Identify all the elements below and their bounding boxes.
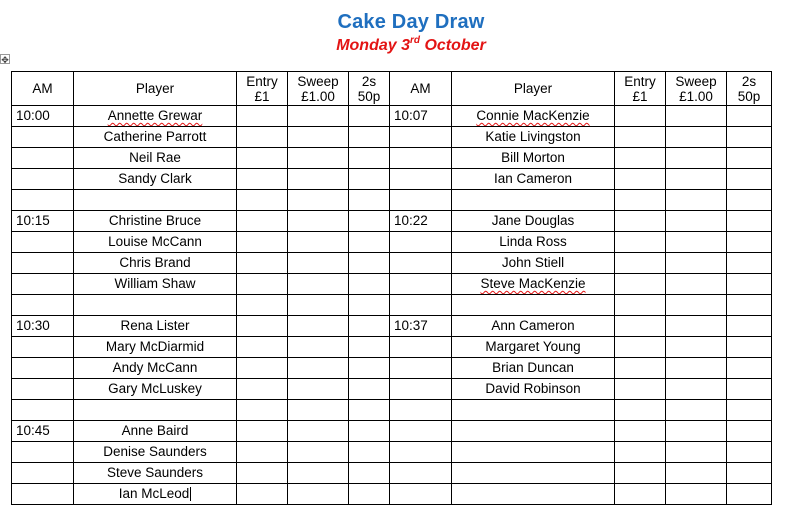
sweep-cell-left[interactable] [288, 316, 349, 337]
time-cell-right[interactable] [390, 127, 452, 148]
twos-cell-left[interactable] [349, 421, 390, 442]
player-name: William Shaw [114, 276, 196, 291]
tee-time: 10:45 [16, 423, 50, 438]
player-name: Ian Cameron [493, 171, 573, 186]
entry-cell-left[interactable] [237, 127, 288, 148]
subtitle-day: Monday 3 [336, 37, 410, 54]
player-cell-left[interactable] [74, 232, 237, 253]
sweep-cell-right[interactable] [666, 337, 727, 358]
twos-cell-right[interactable] [727, 211, 772, 232]
time-cell-left[interactable] [12, 190, 74, 211]
sweep-cell-right[interactable] [666, 295, 727, 316]
entry-cell-left[interactable] [237, 295, 288, 316]
sweep-cell-left[interactable] [288, 190, 349, 211]
twos-cell-left[interactable] [349, 337, 390, 358]
header-twos-left: 2s 50p [349, 72, 390, 106]
player-cell-left[interactable] [74, 169, 237, 190]
twos-cell-right[interactable] [727, 106, 772, 127]
player-cell-right[interactable] [452, 463, 615, 484]
header-am-left: AM [12, 72, 74, 106]
sweep-cell-right[interactable] [666, 232, 727, 253]
time-cell-right[interactable] [390, 232, 452, 253]
sweep-cell-left[interactable] [288, 274, 349, 295]
header-player-right: Player [452, 72, 615, 106]
entry-cell-left[interactable] [237, 442, 288, 463]
table-row [12, 316, 772, 337]
table-row [12, 358, 772, 379]
player-name: Katie Livingston [485, 129, 581, 144]
player-cell-right[interactable] [452, 190, 615, 211]
time-cell-right[interactable] [390, 484, 452, 505]
entry-cell-right[interactable] [615, 463, 666, 484]
entry-cell-right[interactable] [615, 295, 666, 316]
player-cell-left[interactable] [74, 484, 237, 505]
entry-cell-right[interactable] [615, 421, 666, 442]
table-row [12, 400, 772, 421]
player-cell-right[interactable] [452, 274, 615, 295]
table-row [12, 295, 772, 316]
entry-cell-right[interactable] [615, 127, 666, 148]
twos-cell-right[interactable] [727, 337, 772, 358]
twos-cell-left[interactable] [349, 127, 390, 148]
entry-cell-right[interactable] [615, 274, 666, 295]
player-cell-right[interactable] [452, 169, 615, 190]
player-cell-left[interactable] [74, 400, 237, 421]
twos-cell-left[interactable] [349, 274, 390, 295]
time-cell-right[interactable] [390, 148, 452, 169]
sweep-cell-left[interactable] [288, 484, 349, 505]
entry-cell-left[interactable] [237, 232, 288, 253]
time-cell-left[interactable] [12, 106, 74, 127]
entry-cell-right[interactable] [615, 337, 666, 358]
player-name: Andy McCann [112, 360, 198, 375]
sweep-cell-right[interactable] [666, 106, 727, 127]
time-cell-right[interactable] [390, 379, 452, 400]
twos-cell-left[interactable] [349, 106, 390, 127]
table-row [12, 190, 772, 211]
player-cell-right[interactable] [452, 232, 615, 253]
time-cell-left[interactable] [12, 337, 74, 358]
sweep-cell-left[interactable] [288, 337, 349, 358]
twos-cell-left[interactable] [349, 379, 390, 400]
player-cell-left[interactable] [74, 337, 237, 358]
tee-time: 10:00 [16, 108, 50, 123]
table-row [12, 253, 772, 274]
entry-cell-right[interactable] [615, 148, 666, 169]
player-name: Louise McCann [108, 234, 202, 249]
time-cell-right[interactable] [390, 316, 452, 337]
player-name: Connie MacKenzie [476, 108, 590, 123]
player-cell-right[interactable] [452, 148, 615, 169]
player-cell-right[interactable] [452, 421, 615, 442]
sweep-cell-right[interactable] [666, 127, 727, 148]
twos-cell-right[interactable] [727, 400, 772, 421]
sweep-cell-right[interactable] [666, 400, 727, 421]
player-cell-right[interactable] [452, 484, 615, 505]
player-cell-left[interactable] [74, 442, 237, 463]
sweep-cell-left[interactable] [288, 106, 349, 127]
time-cell-right[interactable] [390, 463, 452, 484]
sweep-cell-left[interactable] [288, 211, 349, 232]
player-cell-left[interactable] [74, 316, 237, 337]
player-cell-right[interactable] [452, 442, 615, 463]
player-name: Anne Baird [121, 423, 189, 438]
sweep-cell-right[interactable] [666, 463, 727, 484]
time-cell-right[interactable] [390, 211, 452, 232]
twos-cell-left[interactable] [349, 148, 390, 169]
twos-cell-right[interactable] [727, 442, 772, 463]
player-cell-right[interactable] [452, 253, 615, 274]
draw-table [11, 71, 772, 505]
time-cell-right[interactable] [390, 253, 452, 274]
sweep-cell-right[interactable] [666, 148, 727, 169]
twos-cell-right[interactable] [727, 148, 772, 169]
time-cell-left[interactable] [12, 400, 74, 421]
player-cell-left[interactable] [74, 148, 237, 169]
entry-cell-right[interactable] [615, 232, 666, 253]
time-cell-left[interactable] [12, 211, 74, 232]
time-cell-left[interactable] [12, 169, 74, 190]
twos-cell-right[interactable] [727, 274, 772, 295]
twos-cell-left[interactable] [349, 316, 390, 337]
twos-cell-left[interactable] [349, 253, 390, 274]
player-cell-left[interactable] [74, 127, 237, 148]
table-row [12, 127, 772, 148]
time-cell-left[interactable] [12, 484, 74, 505]
entry-cell-left[interactable] [237, 463, 288, 484]
player-cell-left[interactable] [74, 253, 237, 274]
sweep-cell-left[interactable] [288, 148, 349, 169]
table-row [12, 379, 772, 400]
player-cell-right[interactable] [452, 316, 615, 337]
player-name: Mary McDiarmid [105, 339, 205, 354]
sweep-cell-left[interactable] [288, 253, 349, 274]
time-cell-left[interactable] [12, 274, 74, 295]
sweep-cell-right[interactable] [666, 484, 727, 505]
player-name: Bill Morton [501, 150, 565, 165]
player-name: Catherine Parrott [103, 129, 207, 144]
header-twos-right: 2s 50p [727, 72, 772, 106]
time-cell-left[interactable] [12, 232, 74, 253]
twos-cell-left[interactable] [349, 358, 390, 379]
time-cell-right[interactable] [390, 421, 452, 442]
sweep-cell-right[interactable] [666, 442, 727, 463]
player-name: Chris Brand [119, 255, 191, 270]
sweep-cell-right[interactable] [666, 190, 727, 211]
player-cell-left[interactable] [74, 421, 237, 442]
document-subtitle [0, 37, 789, 55]
table-row [12, 442, 772, 463]
time-cell-right[interactable] [390, 274, 452, 295]
entry-cell-left[interactable] [237, 169, 288, 190]
time-cell-right[interactable] [390, 400, 452, 421]
twos-cell-right[interactable] [727, 484, 772, 505]
player-name: Ian McLeod [118, 486, 190, 501]
sweep-cell-left[interactable] [288, 442, 349, 463]
entry-cell-left[interactable] [237, 253, 288, 274]
entry-cell-left[interactable] [237, 106, 288, 127]
sweep-cell-left[interactable] [288, 127, 349, 148]
twos-cell-right[interactable] [727, 358, 772, 379]
entry-cell-left[interactable] [237, 211, 288, 232]
entry-cell-left[interactable] [237, 148, 288, 169]
entry-cell-right[interactable] [615, 169, 666, 190]
player-name: Steve MacKenzie [480, 276, 586, 291]
time-cell-right[interactable] [390, 190, 452, 211]
tee-time: 10:22 [394, 213, 428, 228]
table-row [12, 169, 772, 190]
sweep-cell-left[interactable] [288, 358, 349, 379]
entry-cell-right[interactable] [615, 106, 666, 127]
player-cell-right[interactable] [452, 400, 615, 421]
entry-cell-right[interactable] [615, 316, 666, 337]
twos-cell-left[interactable] [349, 232, 390, 253]
sweep-cell-left[interactable] [288, 232, 349, 253]
sweep-cell-left[interactable] [288, 400, 349, 421]
player-cell-right[interactable] [452, 358, 615, 379]
player-name: Sandy Clark [118, 171, 192, 186]
player-cell-right[interactable] [452, 211, 615, 232]
sweep-cell-left[interactable] [288, 169, 349, 190]
player-name: Christine Bruce [108, 213, 202, 228]
twos-cell-left[interactable] [349, 190, 390, 211]
twos-cell-right[interactable] [727, 421, 772, 442]
time-cell-left[interactable] [12, 358, 74, 379]
sweep-cell-right[interactable] [666, 253, 727, 274]
table-row [12, 274, 772, 295]
entry-cell-right[interactable] [615, 379, 666, 400]
player-name: David Robinson [485, 381, 581, 396]
player-cell-right[interactable] [452, 337, 615, 358]
time-cell-left[interactable] [12, 295, 74, 316]
time-cell-right[interactable] [390, 169, 452, 190]
entry-cell-right[interactable] [615, 358, 666, 379]
player-name: Linda Ross [499, 234, 567, 249]
subtitle-suffix: rd [410, 35, 420, 46]
twos-cell-right[interactable] [727, 127, 772, 148]
player-name: Ann Cameron [491, 318, 575, 333]
header-sweep-right: Sweep £1.00 [666, 72, 727, 106]
entry-cell-left[interactable] [237, 379, 288, 400]
time-cell-right[interactable] [390, 442, 452, 463]
header-am-right: AM [390, 72, 452, 106]
time-cell-left[interactable] [12, 316, 74, 337]
entry-cell-right[interactable] [615, 400, 666, 421]
twos-cell-right[interactable] [727, 316, 772, 337]
text-cursor [190, 487, 191, 501]
header-entry-right: Entry £1 [615, 72, 666, 106]
entry-cell-right[interactable] [615, 442, 666, 463]
sweep-cell-left[interactable] [288, 421, 349, 442]
player-cell-right[interactable] [452, 295, 615, 316]
player-cell-right[interactable] [452, 127, 615, 148]
player-cell-left[interactable] [74, 211, 237, 232]
player-cell-left[interactable] [74, 379, 237, 400]
twos-cell-right[interactable] [727, 232, 772, 253]
table-row [12, 421, 772, 442]
player-name: John Stiell [501, 255, 565, 270]
time-cell-left[interactable] [12, 463, 74, 484]
player-cell-left[interactable] [74, 190, 237, 211]
player-name: Denise Saunders [103, 444, 207, 459]
twos-cell-right[interactable] [727, 253, 772, 274]
document-title: Cake Day Draw [337, 11, 485, 33]
player-cell-left[interactable] [74, 358, 237, 379]
time-cell-left[interactable] [12, 148, 74, 169]
tee-time: 10:37 [394, 318, 428, 333]
player-cell-left[interactable] [74, 463, 237, 484]
table-row [12, 232, 772, 253]
table-row [12, 106, 772, 127]
entry-cell-left[interactable] [237, 358, 288, 379]
entry-cell-left[interactable] [237, 337, 288, 358]
time-cell-right[interactable] [390, 295, 452, 316]
time-cell-left[interactable] [12, 127, 74, 148]
sweep-cell-right[interactable] [666, 421, 727, 442]
tee-time: 10:15 [16, 213, 50, 228]
table-row [12, 148, 772, 169]
header-entry-left: Entry £1 [237, 72, 288, 106]
sweep-cell-right[interactable] [666, 169, 727, 190]
entry-cell-left[interactable] [237, 484, 288, 505]
table-row [12, 211, 772, 232]
entry-cell-right[interactable] [615, 190, 666, 211]
twos-cell-left[interactable] [349, 295, 390, 316]
player-cell-right[interactable] [452, 379, 615, 400]
twos-cell-left[interactable] [349, 211, 390, 232]
entry-cell-left[interactable] [237, 190, 288, 211]
table-header-row [12, 72, 772, 106]
sweep-cell-right[interactable] [666, 274, 727, 295]
entry-cell-left[interactable] [237, 400, 288, 421]
player-name: Rena Lister [120, 318, 190, 333]
entry-cell-left[interactable] [237, 316, 288, 337]
header-sweep-left: Sweep £1.00 [288, 72, 349, 106]
player-name: Jane Douglas [491, 213, 575, 228]
player-cell-left[interactable] [74, 295, 237, 316]
entry-cell-left[interactable] [237, 274, 288, 295]
sweep-cell-left[interactable] [288, 463, 349, 484]
sweep-cell-right[interactable] [666, 211, 727, 232]
entry-cell-left[interactable] [237, 421, 288, 442]
time-cell-left[interactable] [12, 379, 74, 400]
player-name: Gary McLuskey [108, 381, 202, 396]
twos-cell-left[interactable] [349, 463, 390, 484]
twos-cell-left[interactable] [349, 484, 390, 505]
tee-time: 10:07 [394, 108, 428, 123]
sweep-cell-right[interactable] [666, 379, 727, 400]
sweep-cell-left[interactable] [288, 295, 349, 316]
tee-time: 10:30 [16, 318, 50, 333]
player-cell-right[interactable] [452, 106, 615, 127]
twos-cell-left[interactable] [349, 442, 390, 463]
time-cell-left[interactable] [12, 421, 74, 442]
player-name: Steve Saunders [106, 465, 204, 480]
player-cell-left[interactable] [74, 274, 237, 295]
player-cell-left[interactable] [74, 106, 237, 127]
entry-cell-right[interactable] [615, 211, 666, 232]
twos-cell-right[interactable] [727, 190, 772, 211]
time-cell-left[interactable] [12, 253, 74, 274]
player-name: Brian Duncan [492, 360, 574, 375]
table-row [12, 463, 772, 484]
player-name: Annette Grewar [107, 108, 203, 123]
player-name: Margaret Young [485, 339, 581, 354]
twos-cell-right[interactable] [727, 169, 772, 190]
entry-cell-right[interactable] [615, 484, 666, 505]
twos-cell-right[interactable] [727, 379, 772, 400]
entry-cell-right[interactable] [615, 253, 666, 274]
time-cell-right[interactable] [390, 358, 452, 379]
subtitle-month: October [424, 37, 486, 54]
twos-cell-left[interactable] [349, 400, 390, 421]
sweep-cell-right[interactable] [666, 358, 727, 379]
twos-cell-right[interactable] [727, 295, 772, 316]
header-player-left: Player [74, 72, 237, 106]
twos-cell-right[interactable] [727, 463, 772, 484]
table-move-handle-icon[interactable]: ✥ [1, 55, 9, 65]
table-row [12, 484, 772, 505]
twos-cell-left[interactable] [349, 169, 390, 190]
time-cell-left[interactable] [12, 442, 74, 463]
time-cell-right[interactable] [390, 337, 452, 358]
table-row [12, 337, 772, 358]
player-name: Neil Rae [129, 150, 181, 165]
sweep-cell-left[interactable] [288, 379, 349, 400]
time-cell-right[interactable] [390, 106, 452, 127]
sweep-cell-right[interactable] [666, 316, 727, 337]
